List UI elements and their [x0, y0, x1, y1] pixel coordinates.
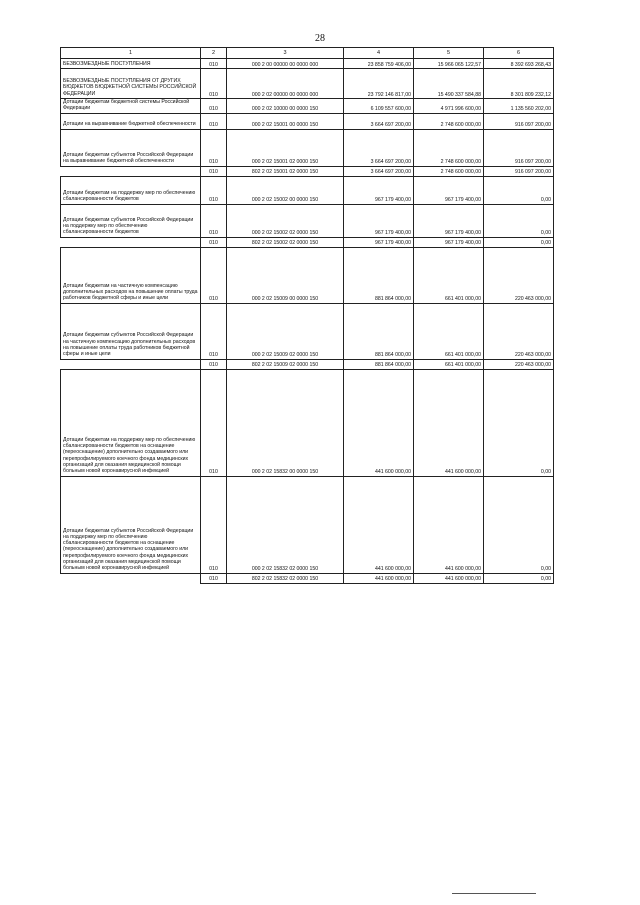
row-name-cell: БЕЗВОЗМЕЗДНЫЕ ПОСТУПЛЕНИЯ ОТ ДРУГИХ БЮДЖЕТОВ БЮДЖЕТНОЙ СИСТЕМЫ РОССИЙСКОЙ ФЕДЕРАЦИИ [61, 69, 201, 99]
row-line-code-cell: 010 [201, 204, 227, 237]
row-name-cell: Дотации бюджетам на поддержку мер по обеспечению сбалансированности бюджетов на оснащение (переоснащение) дополнительно создаваемого или перепрофилируемого коечного фонда медицинских организаций для оказания медицинской помощи больным новой коронавирусной инфекцией [61, 369, 201, 476]
row-executed-cell: 2 748 600 000,00 [414, 166, 484, 176]
row-budget-code-cell: 000 2 02 15832 02 0000 150 [227, 476, 344, 573]
row-name-cell: Дотации бюджетам на поддержку мер по обеспечению сбалансированности бюджетов [61, 176, 201, 204]
row-name-cell: БЕЗВОЗМЕЗДНЫЕ ПОСТУПЛЕНИЯ [61, 59, 201, 69]
row-executed-cell: 661 401 000,00 [414, 247, 484, 303]
row-approved-cell: 881 864 000,00 [344, 247, 414, 303]
budget-table-body [61, 48, 554, 584]
row-executed-cell: 661 401 000,00 [414, 303, 484, 359]
row-line-code-cell: 010 [201, 59, 227, 69]
row-line-code-cell: 010 [201, 369, 227, 476]
row-unexecuted-cell: 1 135 560 202,00 [484, 99, 554, 114]
row-unexecuted-cell: 916 097 200,00 [484, 166, 554, 176]
row-line-code-cell: 010 [201, 247, 227, 303]
row-approved-cell: 441 600 000,00 [344, 573, 414, 583]
row-budget-code-cell: 802 2 02 15002 02 0000 150 [227, 237, 344, 247]
row-line-code-cell: 010 [201, 573, 227, 583]
row-approved-cell: 881 864 000,00 [344, 303, 414, 359]
row-line-code-cell: 010 [201, 113, 227, 129]
row-executed-cell: 441 600 000,00 [414, 369, 484, 476]
table-row [61, 59, 554, 69]
column-header-5: 5 [414, 48, 484, 59]
row-unexecuted-cell: 8 392 693 268,43 [484, 59, 554, 69]
row-unexecuted-cell: 916 097 200,00 [484, 113, 554, 129]
row-approved-cell: 441 600 000,00 [344, 369, 414, 476]
row-line-code-cell: 010 [201, 129, 227, 166]
row-unexecuted-cell: 0,00 [484, 369, 554, 476]
row-executed-cell: 2 748 600 000,00 [414, 129, 484, 166]
row-unexecuted-cell: 916 097 200,00 [484, 129, 554, 166]
row-line-code-cell: 010 [201, 359, 227, 369]
row-budget-code-cell: 000 2 02 15001 02 0000 150 [227, 129, 344, 166]
table-header-row [61, 48, 554, 59]
row-name-cell: Дотации бюджетам субъектов Российской Федерации на частичную компенсацию дополнительных расходов на повышение оплаты труда работников бюджетной сферы и иные цели [61, 303, 201, 359]
row-approved-cell: 23 858 759 406,00 [344, 59, 414, 69]
column-header-6: 6 [484, 48, 554, 59]
row-line-code-cell: 010 [201, 166, 227, 176]
column-header-2: 2 [201, 48, 227, 59]
row-unexecuted-cell: 0,00 [484, 204, 554, 237]
table-row [61, 573, 554, 583]
row-unexecuted-cell: 220 463 000,00 [484, 359, 554, 369]
table-row [61, 99, 554, 114]
row-name-cell: Дотации бюджетам на частичную компенсацию дополнительных расходов на повышение оплаты труда работников бюджетной сферы и иные цели [61, 247, 201, 303]
row-line-code-cell: 010 [201, 69, 227, 99]
page-number: 28 [315, 33, 325, 44]
row-budget-code-cell: 802 2 02 15009 02 0000 150 [227, 359, 344, 369]
table-row [61, 369, 554, 476]
row-approved-cell: 967 179 400,00 [344, 176, 414, 204]
row-approved-cell: 967 179 400,00 [344, 204, 414, 237]
row-unexecuted-cell: 0,00 [484, 176, 554, 204]
row-budget-code-cell: 000 2 02 10000 00 0000 150 [227, 99, 344, 114]
row-executed-cell: 441 600 000,00 [414, 476, 484, 573]
row-budget-code-cell: 802 2 02 15832 02 0000 150 [227, 573, 344, 583]
row-budget-code-cell: 000 2 00 00000 00 0000 000 [227, 59, 344, 69]
row-budget-code-cell: 000 2 02 15009 02 0000 150 [227, 303, 344, 359]
table-row [61, 237, 554, 247]
row-executed-cell: 967 179 400,00 [414, 204, 484, 237]
row-approved-cell: 441 600 000,00 [344, 476, 414, 573]
column-header-3: 3 [227, 48, 344, 59]
table-row [61, 166, 554, 176]
row-unexecuted-cell: 0,00 [484, 237, 554, 247]
row-budget-code-cell: 000 2 02 15002 00 0000 150 [227, 176, 344, 204]
footer-rule [452, 893, 536, 894]
row-executed-cell: 967 179 400,00 [414, 176, 484, 204]
row-name-cell [61, 237, 201, 247]
row-approved-cell: 6 109 557 600,00 [344, 99, 414, 114]
table-row [61, 476, 554, 573]
row-unexecuted-cell: 8 301 809 232,12 [484, 69, 554, 99]
row-budget-code-cell: 000 2 02 00000 00 0000 000 [227, 69, 344, 99]
table-row [61, 113, 554, 129]
row-approved-cell: 3 664 697 200,00 [344, 166, 414, 176]
row-unexecuted-cell: 0,00 [484, 573, 554, 583]
row-executed-cell: 2 748 600 000,00 [414, 113, 484, 129]
table-row [61, 303, 554, 359]
table-row [61, 359, 554, 369]
row-line-code-cell: 010 [201, 237, 227, 247]
row-line-code-cell: 010 [201, 99, 227, 114]
row-approved-cell: 23 792 146 817,00 [344, 69, 414, 99]
row-approved-cell: 967 179 400,00 [344, 237, 414, 247]
row-budget-code-cell: 000 2 02 15001 00 0000 150 [227, 113, 344, 129]
row-unexecuted-cell: 220 463 000,00 [484, 247, 554, 303]
row-name-cell: Дотации бюджетам субъектов Российской Федерации на выравнивание бюджетной обеспеченности [61, 129, 201, 166]
table-row [61, 247, 554, 303]
row-name-cell: Дотации бюджетам бюджетной системы Российской Федерации [61, 99, 201, 114]
row-executed-cell: 661 401 000,00 [414, 359, 484, 369]
row-line-code-cell: 010 [201, 476, 227, 573]
row-executed-cell: 4 971 996 600,00 [414, 99, 484, 114]
table-row [61, 204, 554, 237]
row-budget-code-cell: 000 2 02 15832 00 0000 150 [227, 369, 344, 476]
row-name-cell: Дотации на выравнивание бюджетной обеспеченности [61, 113, 201, 129]
row-name-cell: Дотации бюджетам субъектов Российской Федерации на поддержку мер по обеспечению сбалансированности бюджетов на оснащение (переоснащение) дополнительно создаваемого или перепрофилируемого коечного фонда медицинских организаций для оказания медицинской помощи больным новой коронавирусной инфекцией [61, 476, 201, 573]
row-unexecuted-cell: 0,00 [484, 476, 554, 573]
row-approved-cell: 881 864 000,00 [344, 359, 414, 369]
table-row [61, 69, 554, 99]
budget-table [60, 47, 554, 584]
row-executed-cell: 15 966 065 122,57 [414, 59, 484, 69]
column-header-4: 4 [344, 48, 414, 59]
row-executed-cell: 967 179 400,00 [414, 237, 484, 247]
row-name-cell [61, 166, 201, 176]
row-approved-cell: 3 664 697 200,00 [344, 113, 414, 129]
row-budget-code-cell: 802 2 02 15001 02 0000 150 [227, 166, 344, 176]
table-row [61, 176, 554, 204]
row-line-code-cell: 010 [201, 303, 227, 359]
row-name-cell [61, 573, 201, 583]
row-approved-cell: 3 664 697 200,00 [344, 129, 414, 166]
column-header-1: 1 [61, 48, 201, 59]
row-executed-cell: 15 490 337 584,88 [414, 69, 484, 99]
row-unexecuted-cell: 220 463 000,00 [484, 303, 554, 359]
row-line-code-cell: 010 [201, 176, 227, 204]
row-name-cell: Дотации бюджетам субъектов Российской Федерации на поддержку мер по обеспечению сбалансированности бюджетов [61, 204, 201, 237]
row-budget-code-cell: 000 2 02 15002 02 0000 150 [227, 204, 344, 237]
row-executed-cell: 441 600 000,00 [414, 573, 484, 583]
row-name-cell [61, 359, 201, 369]
row-budget-code-cell: 000 2 02 15009 00 0000 150 [227, 247, 344, 303]
table-row [61, 129, 554, 166]
